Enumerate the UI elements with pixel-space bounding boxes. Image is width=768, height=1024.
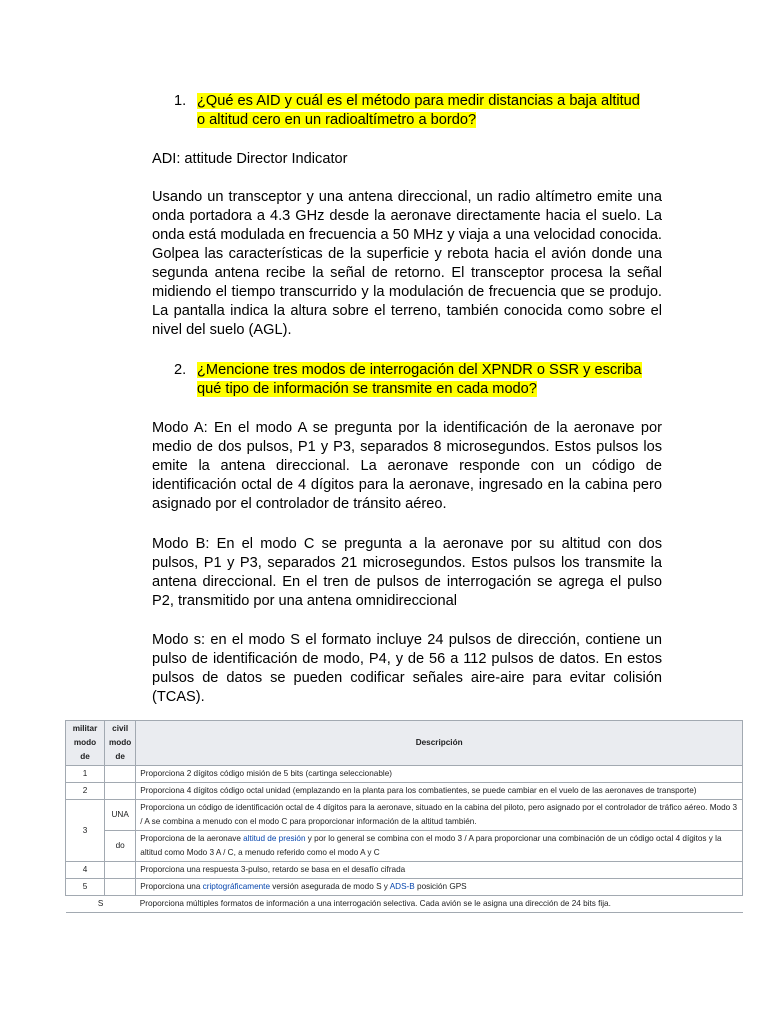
cell-militar: 1	[66, 766, 105, 783]
cell-description: Proporciona 2 dígitos código misión de 5 bits (cartinga seleccionable)	[136, 766, 743, 783]
table-row	[66, 896, 743, 913]
table-header-row	[66, 721, 743, 766]
modo-s-paragraph: Modo s: en el modo S el formato incluye 24 pulsos de dirección, contiene un pulso de identificación de modo, P4, y de 56 a 112 pulsos de datos. En estos pulsos de datos se pueden codificar señales aire-aire para evitar colisión (TCAS).	[152, 632, 662, 705]
link-ads-b[interactable]: ADS-B	[389, 882, 415, 891]
cell-civil	[105, 783, 136, 800]
modes-table	[65, 720, 743, 913]
cell-description: Proporciona una respuesta 3-pulso, retardo se basa en el desafío cifrada	[136, 862, 743, 879]
question-2-line-2: qué tipo de información se transmite en cada modo?	[197, 381, 537, 397]
question-1-line-2: o altitud cero en un radioaltímetro a bordo?	[197, 112, 477, 128]
cell-description: Proporciona de la aeronave altitud de presión y por lo general se combina con el modo 3 / A para proporcionar una combinación de un código octal 4 dígitos y la altitud como Modo 3 A / C, a menudo referido como el modo A y C	[136, 831, 743, 862]
cell-militar: 3	[66, 800, 105, 862]
cell-civil	[105, 766, 136, 783]
question-1-number: 1.	[174, 93, 187, 109]
cell-civil	[105, 862, 136, 879]
table-row	[66, 783, 743, 800]
table-row	[66, 862, 743, 879]
cell-militar: 2	[66, 783, 105, 800]
modo-a-paragraph: Modo A: En el modo A se pregunta por la identificación de la aeronave por medio de dos pulsos, P1 y P3, separados 8 microsegundos. Estos pulsos los emite la antena direccional. La aeronave responde con un código de identificación octal de 4 dígitos para la aeronave, ingresado en la cabina pero asignado por el controlador de tránsito aéreo.	[152, 420, 662, 512]
link-altitud-de-presion[interactable]: altitud de presión	[243, 834, 306, 843]
cell-civil: UNA	[105, 800, 136, 831]
table-row	[66, 800, 743, 831]
modo-b-paragraph: Modo B: En el modo C se pregunta a la aeronave por su altitud con dos pulsos, P1 y P3, separados 21 microsegundos. Estos pulsos los transmite la antena direccional. En el tren de pulsos de interrogación se agrega el pulso P2, transmitido por una antena omnidireccional	[152, 536, 662, 609]
cell-description: Proporciona una criptográficamente versión asegurada de modo S y ADS-B posición GPS	[136, 879, 743, 896]
question-2-number: 2.	[174, 362, 187, 378]
question-2	[174, 361, 662, 399]
cell-description: Proporciona múltiples formatos de información a una interrogación selectiva. Cada avión se le asigna una dirección de 24 bits fija.	[136, 896, 743, 913]
cell-civil	[105, 879, 136, 896]
answer-1-paragraph: Usando un transceptor y una antena direccional, un radio altímetro emite una onda portadora a 4.3 GHz desde la aeronave directamente hacia el suelo. La onda está modulada en frecuencia a 50 MHz y viaja a una velocidad conocida. Golpea las características de la superficie y rebota hacia el avión donde una segunda antena recibe la señal de retorno. El transceptor procesa la señal midiendo el tiempo transcurrido y la modulación de frecuencia que se produjo. La pantalla indica la altura sobre el terreno, también conocida como sobre el nivel del suelo (AGL).	[152, 189, 662, 338]
question-2-line-1: ¿Mencione tres modos de interrogación del XPNDR o SSR y escriba	[197, 362, 642, 378]
table-row	[66, 879, 743, 896]
link-criptograficamente[interactable]: criptográficamente	[202, 882, 271, 891]
question-1	[174, 92, 662, 130]
question-1-line-1: ¿Qué es AID y cuál es el método para medir distancias a baja altitud	[197, 93, 640, 109]
table-row	[66, 766, 743, 783]
cell-description: Proporciona un código de identificación octal de 4 dígitos para la aeronave, situado en la cabina del piloto, pero asignado por el controlador de tráfico aéreo. Modo 3 / A se combina a menudo con el modo C para proporcionar información de la altitud también.	[136, 800, 743, 831]
table-row	[66, 831, 743, 862]
cell-civil: do	[105, 831, 136, 862]
cell-description: Proporciona 4 dígitos código octal unidad (emplazando en la planta para los combatientes, se puede cambiar en el vuelo de las aeronaves de transporte)	[136, 783, 743, 800]
adi-definition: ADI: attitude Director Indicator	[152, 151, 348, 167]
cell-mode-s: S	[66, 896, 136, 913]
cell-militar: 5	[66, 879, 105, 896]
header-civil: civil modo de	[105, 721, 136, 766]
header-militar: militar modo de	[66, 721, 105, 766]
header-description: Descripción	[136, 721, 743, 766]
cell-militar: 4	[66, 862, 105, 879]
